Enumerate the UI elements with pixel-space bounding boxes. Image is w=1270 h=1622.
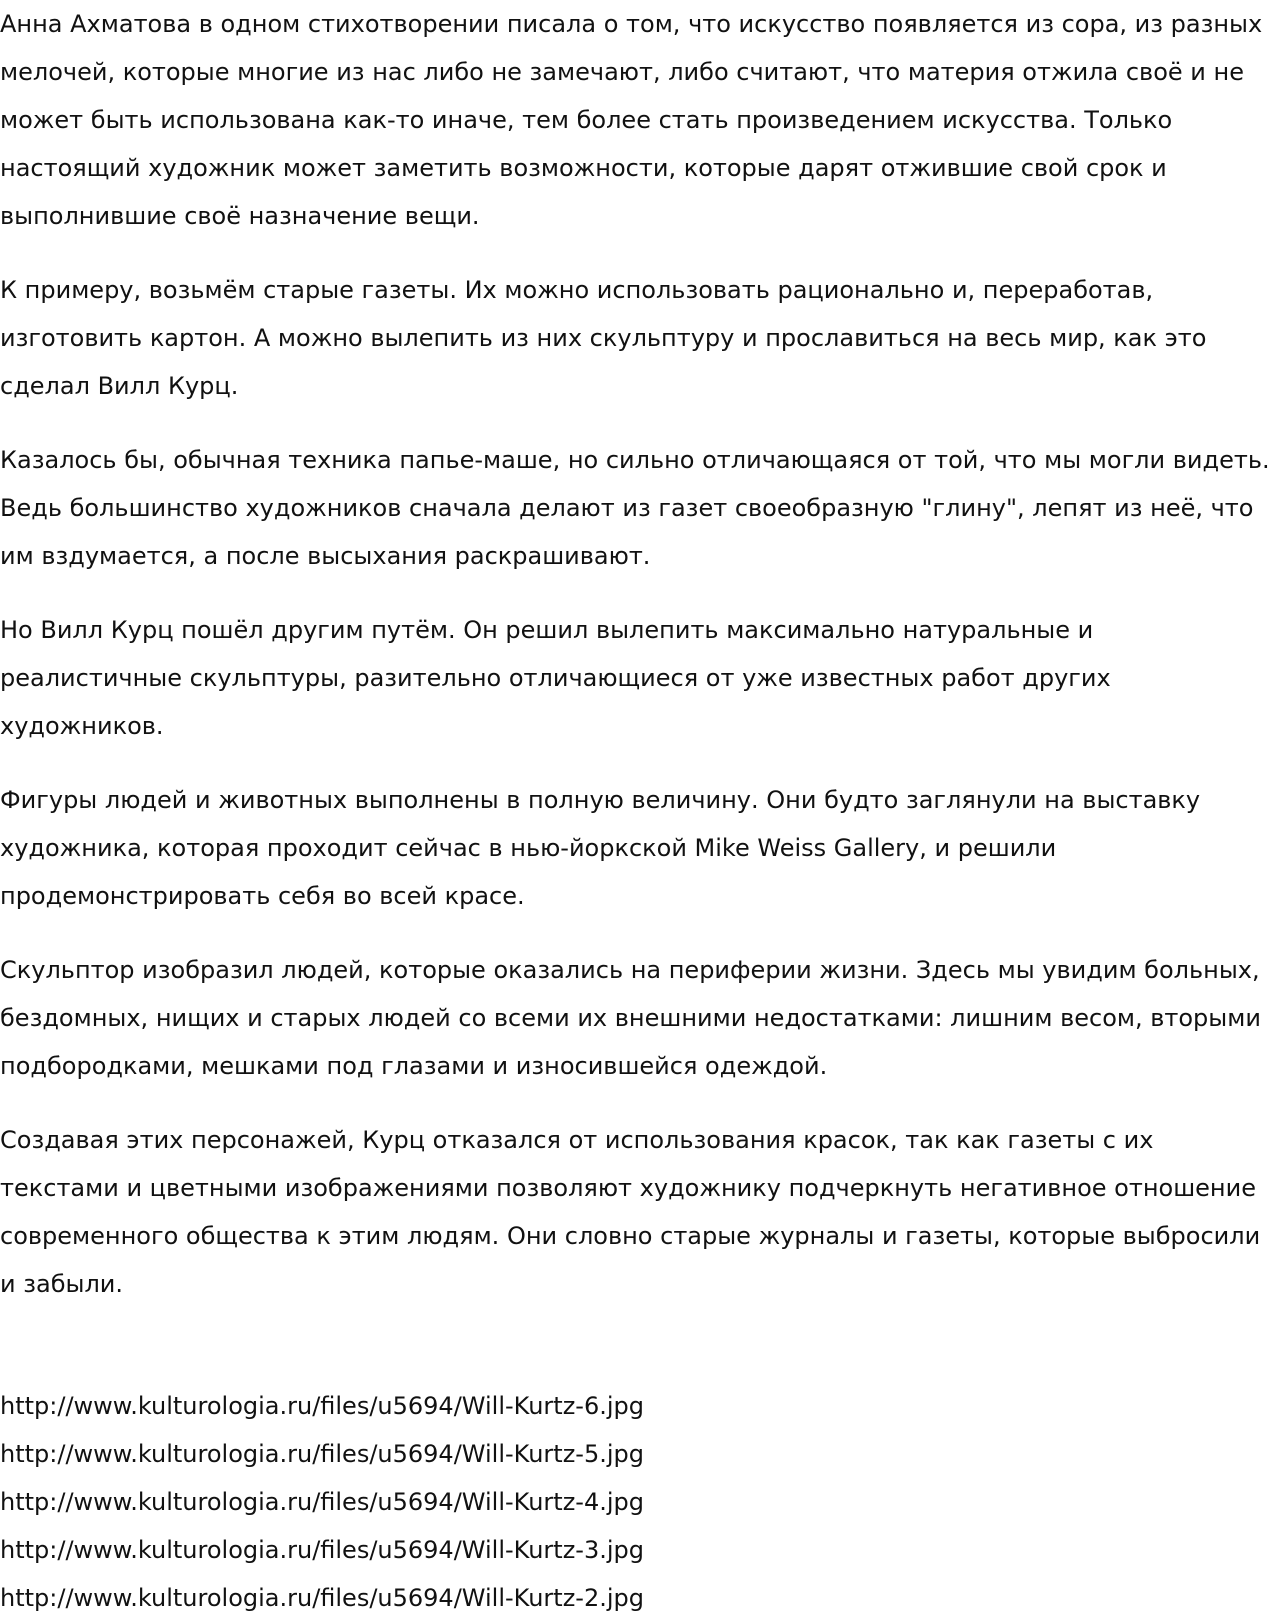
paragraph-papier-mache: Казалось бы, обычная техника папье-маше, но сильно отличающаяся от той, что мы могли видеть. Ведь большинство художников сначала делают из газет своеобразную "глину", лепят из неё, что им вздумается, а после высыхания раскрашивают. <box>0 446 1270 570</box>
image-link[interactable]: http://www.kulturologia.ru/files/u5694/Will-Kurtz-6.jpg <box>0 1392 644 1420</box>
paragraph-no-paints: Создавая этих персонажей, Курц отказался от использования красок, так как газеты с их текстами и цветными изображениями позволяют художнику подчеркнуть негативное отношение современного общества к этим людям. Они словно старые журналы и газеты, которые выбросили и забыли. <box>0 1126 1261 1298</box>
paragraph-life-size-figures: Фигуры людей и животных выполнены в полную величину. Они будто заглянули на выставку художника, которая проходит сейчас в нью-йоркской Mike Weiss Gallery, и решили продемонстрировать себя во всей красе. <box>0 786 1201 910</box>
paragraph-akhmatova-intro: Анна Ахматова в одном стихотворении писала о том, что искусство появляется из сора, из разных мелочей, которые многие из нас либо не замечают, либо считают, что материя отжила своё и не может быть использована как-то иначе, тем более стать произведением искусства. Только настоящий художник может заметить возможности, которые дарят отжившие свой срок и выполнившие своё назначение вещи. <box>0 10 1263 230</box>
image-link[interactable]: http://www.kulturologia.ru/files/u5694/Will-Kurtz-2.jpg <box>0 1584 644 1612</box>
image-link[interactable]: http://www.kulturologia.ru/files/u5694/Will-Kurtz-4.jpg <box>0 1488 644 1516</box>
image-link[interactable]: http://www.kulturologia.ru/files/u5694/Will-Kurtz-3.jpg <box>0 1536 644 1564</box>
paragraph-different-path: Но Вилл Курц пошёл другим путём. Он решил вылепить максимально натуральные и реалистичные скульптуры, разительно отличающиеся от уже известных работ других художников. <box>0 616 1111 740</box>
image-link-list <box>0 1382 1270 1622</box>
image-link[interactable]: http://www.kulturologia.ru/files/u5694/Will-Kurtz-5.jpg <box>0 1440 644 1468</box>
paragraph-periphery-of-life: Скульптор изобразил людей, которые оказались на периферии жизни. Здесь мы увидим больных, бездомных, нищих и старых людей со всеми их внешними недостатками: лишним весом, вторыми подбородками, мешками под глазами и износившейся одеждой. <box>0 956 1261 1080</box>
paragraph-old-newspapers: К примеру, возьмём старые газеты. Их можно использовать рационально и, переработав, изготовить картон. А можно вылепить из них скульптуру и прославиться на весь мир, как это сделал Вилл Курц. <box>0 276 1207 400</box>
